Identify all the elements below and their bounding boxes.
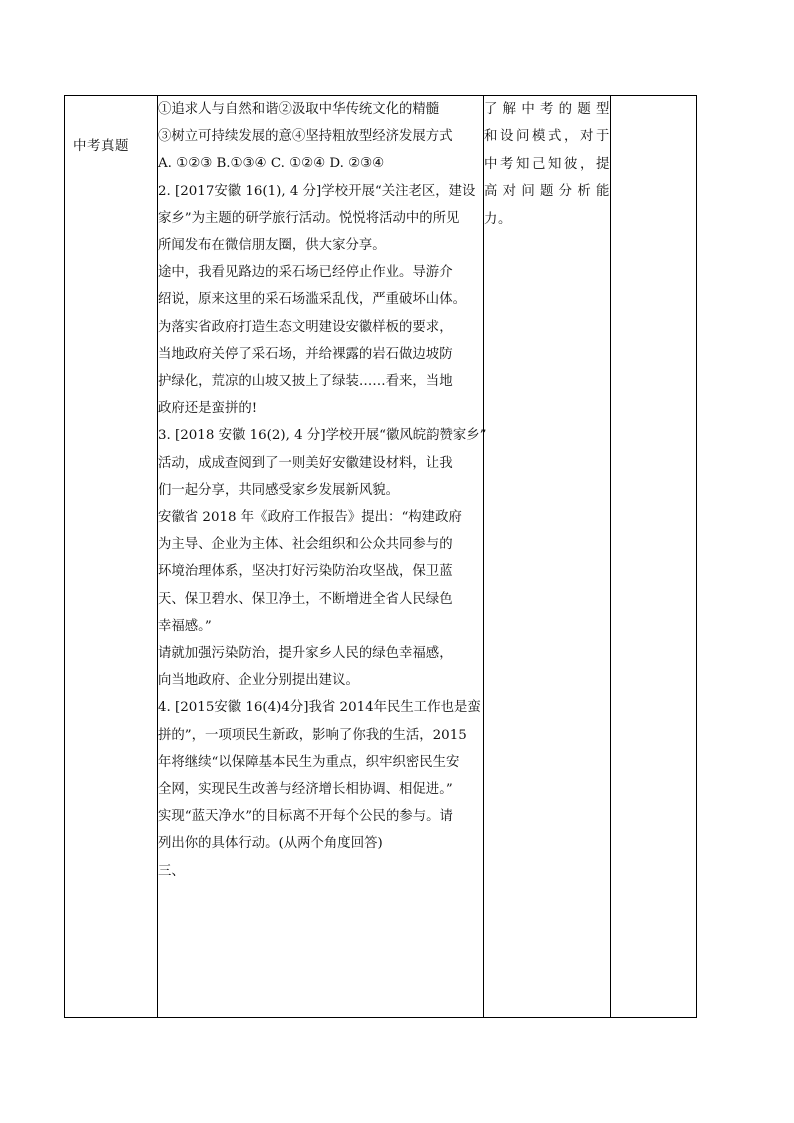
row-label-cell: [65, 96, 158, 1018]
question-line: 天、保卫碧水、保卫净土，不断增进全省人民绿色: [158, 591, 453, 607]
question-line: 拼的”，一项项民生新政，影响了你我的生活，2015: [158, 727, 467, 743]
question-line: 幸福感。”: [158, 618, 212, 634]
question-line: 4. [2015安徽 16(4)4分]我省 2014年民生工作也是蛮: [158, 700, 481, 716]
question-line: 三、: [158, 863, 185, 879]
question-line: 家乡”为主题的研学旅行活动。悦悦将活动中的所见: [158, 210, 460, 226]
row-label: 中考真题: [73, 138, 129, 154]
question-line: 实现“蓝天净水”的目标离不开每个公民的参与。请: [158, 809, 453, 825]
questions-text: [158, 96, 487, 885]
question-line: 3. [2018 安徽 16(2), 4 分]学校开展“徽风皖韵赞家乡”: [158, 428, 487, 444]
aim-line: 中考知己知彼，提: [484, 156, 610, 172]
aim-line: 力。: [484, 211, 512, 227]
aim-line: 和设问模式，对于: [484, 129, 610, 145]
question-line: 当地政府关停了采石场，并给裸露的岩石做边坡防: [158, 346, 453, 362]
question-line: 途中，我看见路边的采石场已经停止作业。导游介: [158, 265, 453, 281]
question-line: A. ①②③ B.①③④ C. ①②④ D. ②③④: [158, 156, 385, 172]
question-line: 列出你的具体行动。(从两个角度回答): [158, 836, 383, 852]
question-line: 为落实省政府打造生态文明建设安徽样板的要求，: [158, 319, 453, 335]
aim-line: 高对问题分析能: [484, 184, 610, 200]
question-line: 请就加强污染防治，提升家乡人民的绿色幸福感，: [158, 646, 453, 662]
question-line: 政府还是蛮拼的!: [158, 401, 258, 417]
question-line: 们一起分享，共同感受家乡发展新风貌。: [158, 482, 400, 498]
aim-cell: [484, 96, 611, 1018]
question-line: 安徽省 2018 年《政府工作报告》提出：“构建政府: [158, 510, 462, 526]
question-line: 环境治理体系，坚决打好污染防治攻坚战，保卫蓝: [158, 564, 453, 580]
question-line: 活动，成成查阅到了一则美好安徽建设材料，让我: [158, 455, 453, 471]
question-line: 全网，实现民生改善与经济增长相协调、相促进。”: [158, 782, 453, 798]
question-line: 2. [2017安徽 16(1), 4 分]学校开展“关注老区，建设: [158, 183, 476, 199]
table-row: [65, 96, 697, 1018]
question-line: 年将继续“以保障基本民生为重点，织牢织密民生安: [158, 754, 460, 770]
notes-cell: [611, 96, 697, 1018]
lesson-table: [64, 95, 697, 1018]
question-line: 所闻发布在微信朋友圈，供大家分享。: [158, 238, 386, 254]
aim-line: 了解中考的题型: [484, 102, 610, 117]
question-line: 向当地政府、企业分别提出建议。: [158, 673, 359, 689]
questions-cell: [158, 96, 487, 1018]
question-line: ③树立可持续发展的意④坚持粗放型经济发展方式: [158, 129, 453, 145]
question-line: 为主导、企业为主体、社会组织和公众共同参与的: [158, 537, 453, 553]
question-line: ①追求人与自然和谐②汲取中华传统文化的精髓: [158, 102, 440, 117]
question-line: 绍说，原来这里的采石场滥采乱伐，严重破坏山体。: [158, 292, 466, 308]
question-line: 护绿化，荒凉的山坡又披上了绿装……看来，当地: [158, 374, 453, 390]
